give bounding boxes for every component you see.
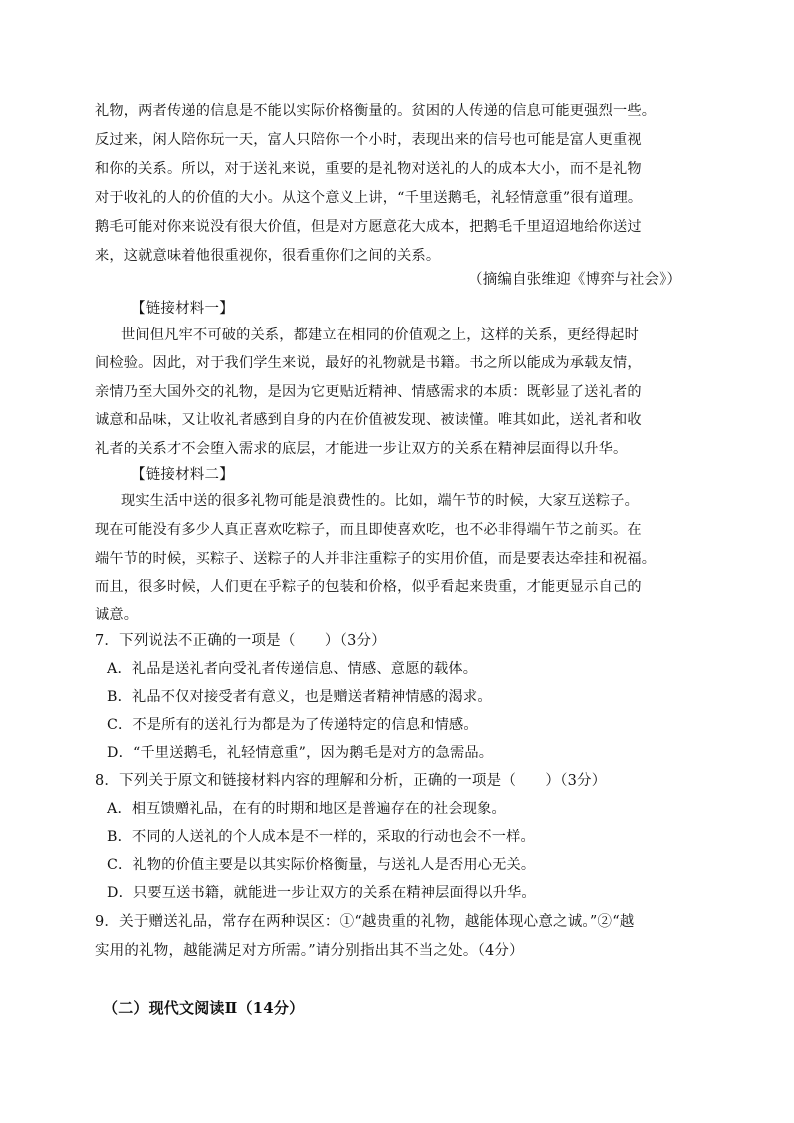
question-7-option-a: A．礼品是送礼者向受礼者传递信息、情感、意愿的载体。 [107,661,478,677]
link1-line: 礼者的关系才不会堕入需求的底层，才能进一步让双方的关系在精神层面得以升华。 [95,441,628,457]
question-7-option-c: C．不是所有的送礼行为都是为了传递特定的信息和情感。 [107,717,478,733]
passage-line: 鹅毛可能对你来说没有很大价值，但是对方愿意花大成本，把鹅毛千里迢迢地给你送过 [95,219,642,235]
link2-line: 诚意。 [95,607,139,623]
passage-source: （摘编自张维迎《博弈与社会》） [468,272,682,288]
link2-line: 现实生活中送的很多礼物可能是浪费性的。比如，端午节的时候，大家互送粽子。 [121,493,639,509]
link1-line: 世间但凡牢不可破的关系，都建立在相同的价值观之上，这样的关系，更经得起时 [121,327,639,343]
link2-line: 现在可能没有多少人真正喜欢吃粽子，而且即使喜欢吃，也不必非得端午节之前买。在 [95,522,642,538]
link2-line: 端午节的时候，买粽子、送粽子的人并非注重粽子的实用价值，而是要表达牵挂和祝福。 [95,551,657,567]
passage-line: 对于收礼的人的价值的大小。从这个意义上讲，“千里送鹅毛，礼轻情意重”很有道理。 [95,190,643,206]
question-8-option-c: C．礼物的价值主要是以其实际价格衡量，与送礼人是否用心无关。 [107,857,536,873]
link1-heading: 【链接材料一】 [131,301,234,317]
question-7-option-b: B．礼品不仅对接受者有意义，也是赠送者精神情感的渴求。 [107,689,492,705]
question-7-stem: 7．下列说法不正确的一项是（ ）（3分） [95,633,386,649]
passage-line: 礼物，两者传递的信息是不能以实际价格衡量的。贫困的人传递的信息可能更强烈一些。 [95,103,657,119]
question-8-option-d: D．只要互送书籍，就能进一步让双方的关系在精神层面得以升华。 [107,885,536,901]
question-8-stem: 8．下列关于原文和链接材料内容的理解和分析，正确的一项是（ ）（3分） [95,773,607,789]
section-heading: （二）现代文阅读Ⅱ（14分） [103,999,305,1017]
question-9-line: 实用的礼物，越能满足对方所需。”请分别指出其不当之处。（4分） [95,943,524,959]
question-7-option-d: D．“千里送鹅毛，礼轻情意重”，因为鹅毛是对方的急需品。 [107,745,494,761]
passage-line: 和你的关系。所以，对于送礼来说，重要的是礼物对送礼的人的成本大小，而不是礼物 [95,161,642,177]
passage-line: 反过来，闲人陪你玩一天，富人只陪你一个小时，表现出来的信号也可能是富人更重视 [95,132,642,148]
question-9-line: 9．关于赠送礼品，常存在两种误区：①“越贵重的礼物，越能体现心意之诚。”②“越 [95,914,635,930]
question-8-option-a: A．相互馈赠礼品，在有的时期和地区是普遍存在的社会现象。 [107,801,506,817]
link2-heading: 【链接材料二】 [131,467,234,483]
question-8-option-b: B．不同的人送礼的个人成本是不一样的，采取的行动也会不一样。 [107,829,535,845]
link1-line: 诚意和品味，又让收礼者感到自身的内在价值被发现、被读懂。唯其如此，送礼者和收 [95,412,642,428]
link1-line: 亲情乃至大国外交的礼物，是因为它更贴近精神、情感需求的本质：既彰显了送礼者的 [95,384,642,400]
passage-line: 来，这就意味着他很重视你，很看重你们之间的关系。 [95,248,441,264]
link1-line: 间检验。因此，对于我们学生来说，最好的礼物就是书籍。书之所以能成为承载友情， [95,355,642,371]
link2-line: 而且，很多时候，人们更在乎粽子的包装和价格，似乎看起来贵重，才能更显示自己的 [95,579,642,595]
